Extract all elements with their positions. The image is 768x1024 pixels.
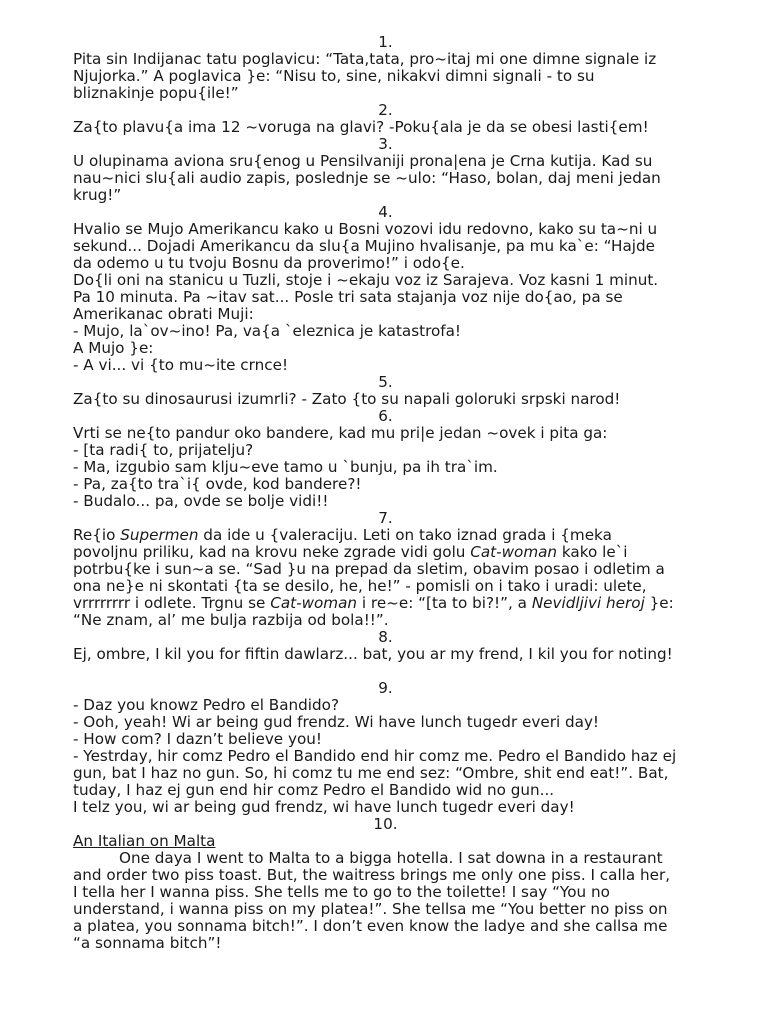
text-line: Pa 10 minuta. Pa ~itav sat... Posle tri sata stajanja voz nije do{ao, pa se — [73, 288, 623, 306]
text-line: a platea, you sonnama bitch!”. I don’t even know the ladye and she callsa me — [73, 917, 668, 935]
text-line: understand, i wanna piss on my platea!”. She tellsa me “You better no piss on — [73, 900, 668, 918]
text-line: A Mujo }e: — [73, 339, 154, 357]
text-line: potrbu{ke i sun~a se. “Sad }u na prepad da sletim, obavim posao i odletim a — [73, 560, 665, 578]
joke-number: 9. — [378, 679, 393, 697]
text-line: - Yestrday, hir comz Pedro el Bandido end hir comz me. Pedro el Bandido haz ej — [73, 747, 677, 765]
italic-name: Cat-woman — [470, 543, 558, 561]
text-fragment: Re{io — [73, 526, 121, 544]
text-line: nau~nici slu{ali audio zapis, poslednje se ~ulo: “Haso, bolan, daj meni jedan — [73, 169, 661, 187]
joke-number: 3. — [378, 135, 393, 153]
text-line: tuday, I haz ej gun end hir comz Pedro el Bandido wid no gun... — [73, 781, 555, 799]
text-fragment: da ide u {valeraciju. Leti on tako iznad grada i {meka — [198, 526, 612, 544]
story-title: An Italian on Malta — [73, 832, 216, 850]
text-line: and order two piss toast. But, the waitress brings me only one piss. I calla her, — [73, 866, 671, 884]
text-line: - Daz you knowz Pedro el Bandido? — [73, 696, 340, 714]
text-fragment: i re~e: “[ta to bi?!”, a — [357, 594, 532, 612]
italic-name: Nevidljivi heroj — [531, 594, 645, 612]
text-line: Njujorka.” A poglavica }e: “Nisu to, sine, nikakvi dimni signali - to su — [73, 67, 595, 85]
joke-number: 10. — [373, 815, 398, 833]
text-line: Za{to su dinosaurusi izumrli? - Zato {to su napali goloruki srpski narod! — [73, 390, 621, 408]
joke-number: 8. — [378, 628, 393, 646]
joke-number: 4. — [378, 203, 393, 221]
joke-number: 7. — [378, 509, 393, 527]
text-line: Pita sin Indijanac tatu poglavicu: “Tata,tata, pro~itaj mi one dimne signale iz — [73, 50, 657, 68]
text-line: - How com? I dazn’t believe you! — [73, 730, 322, 748]
text-line: ona ne}e ni skontati {ta se desilo, he, he!” - pomisli on i tako i uradi: ulete, — [73, 577, 647, 595]
text-line: gun, bat I haz no gun. So, hi comz tu me end sez: “Ombre, shit end eat!”. Bat, — [73, 764, 669, 782]
text-line: Za{to plavu{a ima 12 ~voruga na glavi? -Poku{ala je da se obesi lasti{em! — [73, 118, 649, 136]
text-fragment: vrrrrrrrr i odlete. Trgnu se — [73, 594, 271, 612]
text-fragment: }e: — [644, 594, 674, 612]
text-line — [73, 544, 698, 561]
text-line: Do{li oni na stanicu u Tuzli, stoje i ~ekaju voz iz Sarajeva. Voz kasni 1 minut. — [73, 271, 659, 289]
text-line: I telz you, wi ar being gud frendz, wi have lunch tugedr everi day! — [73, 798, 575, 816]
joke-number: 6. — [378, 407, 393, 425]
text-line: U olupinama aviona sru{enog u Pensilvaniji prona|ena je Crna kutija. Kad su — [73, 152, 653, 170]
text-line: - Budalo... pa, ovde se bolje vidi!! — [73, 492, 329, 510]
text-line: - Ooh, yeah! Wi ar being gud frendz. Wi have lunch tugedr everi day! — [73, 713, 600, 731]
text-line: Amerikanac obrati Muji: — [73, 305, 254, 323]
text-line: sekund... Dojadi Amerikancu da slu{a Mujino hvalisanje, pa mu ka`e: “Hajde — [73, 237, 655, 255]
italic-name: Cat-woman — [270, 594, 358, 612]
text-line: - A vi... vi {to mu~ite crnce! — [73, 356, 289, 374]
text-line — [73, 527, 698, 544]
text-line: “a sonnama bitch”! — [73, 934, 222, 952]
joke-number: 2. — [378, 101, 393, 119]
text-fragment: povoljnu priliku, kad na krovu neke zgrade vidi golu — [73, 543, 471, 561]
text-line: Vrti se ne{to pandur oko bandere, kad mu pri|e jedan ~ovek i pita ga: — [73, 424, 608, 442]
text-line: Hvalio se Mujo Amerikancu kako u Bosni vozovi idu redovno, kako su ta~ni u — [73, 220, 658, 238]
text-line: Ej, ombre, I kil you for fiftin dawlarz... bat, you ar my frend, I kil you for noting! — [73, 645, 673, 663]
text-line: bliznakinje popu{ile!” — [73, 84, 239, 102]
text-fragment: kako le`i — [557, 543, 628, 561]
text-line: - Mujo, la`ov~ino! Pa, va{a `eleznica je katastrofa! — [73, 322, 462, 340]
text-line: krug!” — [73, 186, 122, 204]
text-line: - Ma, izgubio sam klju~eve tamo u `bunju, pa ih tra`im. — [73, 458, 498, 476]
joke-number: 5. — [378, 373, 393, 391]
blank-line — [73, 663, 698, 680]
document-page — [73, 34, 698, 952]
joke-number: 1. — [378, 33, 393, 51]
text-line: “Ne znam, al’ me bulja razbija od bola!!”. — [73, 611, 389, 629]
text-line: One daya I went to Malta to a bigga hotella. I sat downa in a restaurant — [119, 849, 663, 867]
italic-name: Supermen — [120, 526, 199, 544]
text-line: da odemo u tu tvoju Bosnu da proverimo!” i odo{e. — [73, 254, 465, 272]
text-line — [73, 595, 698, 612]
text-line: - Pa, za{to tra`i{ ovde, kod bandere?! — [73, 475, 362, 493]
text-line: I tella her I wanna piss. She tells me to go to the toilette! I say “You no — [73, 883, 610, 901]
text-line: - [ta radi{ to, prijatelju? — [73, 441, 254, 459]
